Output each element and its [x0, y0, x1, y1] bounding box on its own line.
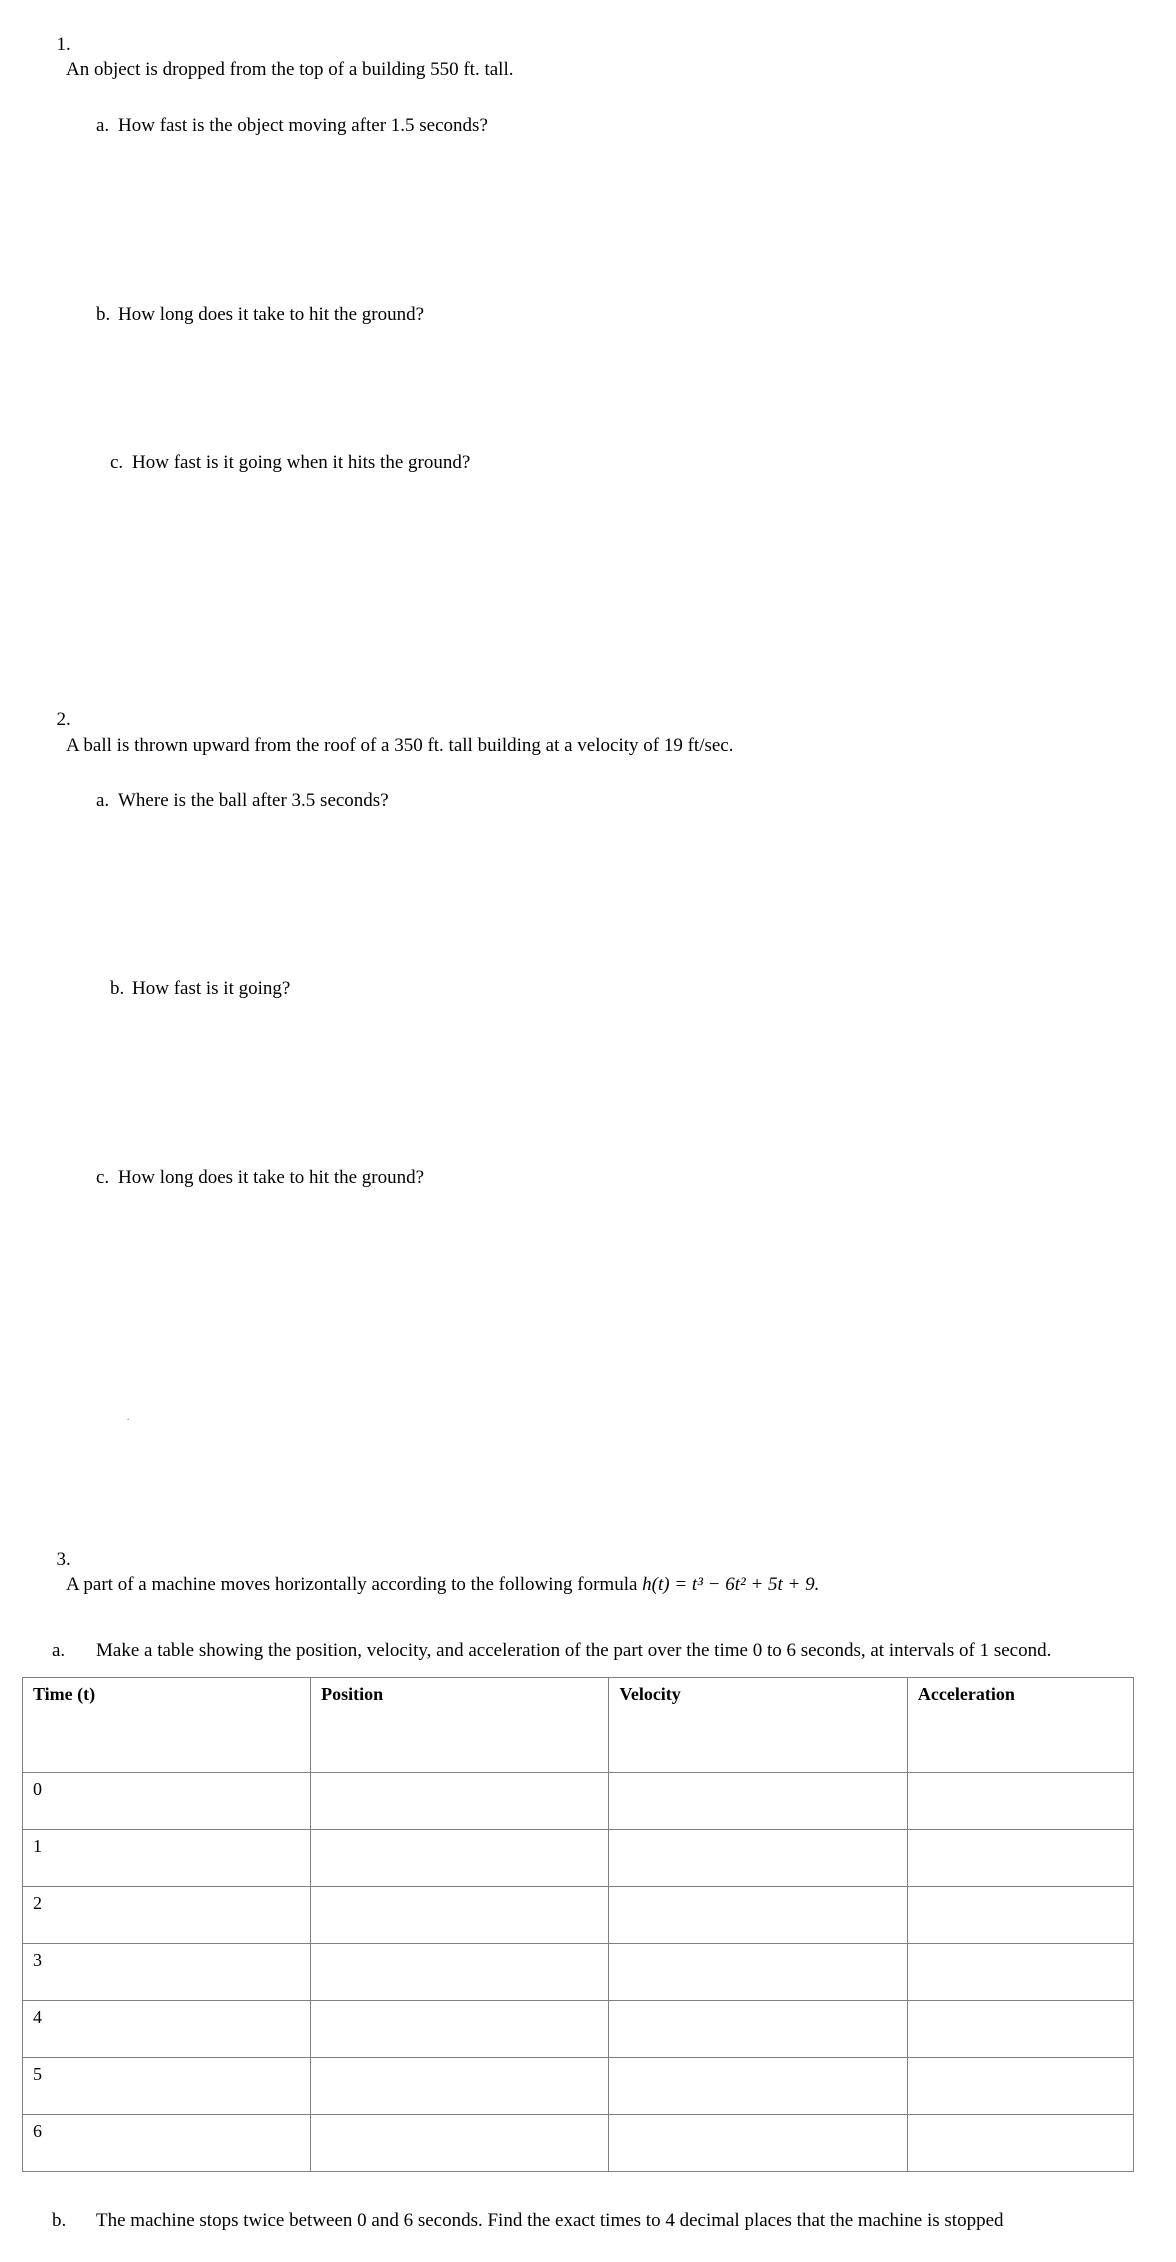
- cell-time: 5: [23, 2058, 311, 2115]
- problem-1-number: 1.: [56, 33, 71, 55]
- cell-velocity[interactable]: [609, 1830, 907, 1887]
- table-row: [23, 1773, 1134, 1830]
- cell-time: 2: [23, 1887, 311, 1944]
- problem-3-part-a-text: Make a table showing the position, velocity, and acceleration of the part over the time 0 to 6 seconds, at intervals of 1 second.: [96, 1639, 1052, 1661]
- problem-2-part-a-text: Where is the ball after 3.5 seconds?: [118, 790, 389, 812]
- table-row: [23, 2058, 1134, 2115]
- motion-table: [22, 1677, 1134, 2172]
- problem-1-part-b-marker: b.: [96, 304, 111, 326]
- cell-time: 0: [23, 1773, 311, 1830]
- cell-velocity[interactable]: [609, 2115, 907, 2172]
- problem-1: [0, 0, 1176, 681]
- cell-position[interactable]: [311, 1773, 609, 1830]
- answer-space-2b: [0, 1001, 1176, 1165]
- motion-table-wrapper: [22, 1677, 1134, 2172]
- problem-2-part-c-marker: c.: [96, 1167, 110, 1189]
- column-header-velocity: Velocity: [609, 1678, 907, 1773]
- table-header-row: [23, 1678, 1134, 1773]
- problem-1-part-c-text: How fast is it going when it hits the ground?: [132, 451, 471, 473]
- problem-2: [0, 681, 1176, 1520]
- problem-1-part-a-text: How fast is the object moving after 1.5 seconds?: [118, 114, 488, 136]
- cell-position[interactable]: [311, 2058, 609, 2115]
- cell-position[interactable]: [311, 1830, 609, 1887]
- cell-acceleration[interactable]: [907, 2001, 1133, 2058]
- cell-acceleration[interactable]: [907, 2115, 1133, 2172]
- column-header-acceleration: Acceleration: [907, 1678, 1133, 1773]
- table-row: [23, 1944, 1134, 2001]
- problem-3-prompt: [0, 1521, 1176, 1624]
- problem-3: [0, 1521, 1176, 2234]
- cell-velocity[interactable]: [609, 1887, 907, 1944]
- cell-position[interactable]: [311, 2001, 609, 2058]
- problem-2-part-b: [0, 976, 1176, 1002]
- answer-space-2a: [0, 814, 1176, 976]
- cell-acceleration[interactable]: [907, 1887, 1133, 1944]
- table-row: [23, 2001, 1134, 2058]
- cell-position[interactable]: [311, 1887, 609, 1944]
- problem-1-prompt: [0, 6, 1176, 109]
- problem-1-text: An object is dropped from the top of a building 550 ft. tall.: [66, 59, 514, 81]
- cell-acceleration[interactable]: [907, 1773, 1133, 1830]
- problem-3-text: A part of a machine moves horizontally according to the following formula: [66, 1574, 643, 1596]
- stray-mark: .: [127, 1412, 130, 1422]
- cell-position[interactable]: [311, 2115, 609, 2172]
- table-row: [23, 1830, 1134, 1887]
- cell-time: 4: [23, 2001, 311, 2058]
- problem-1-part-a-marker: a.: [96, 114, 110, 136]
- problem-2-part-b-text: How fast is it going?: [132, 977, 291, 999]
- answer-space-1a: [0, 138, 1176, 302]
- cell-time: 1: [23, 1830, 311, 1887]
- column-header-time: Time (t): [23, 1678, 311, 1773]
- problem-3-part-b: [0, 2208, 1176, 2234]
- problem-1-part-b-text: How long does it take to hit the ground?: [118, 304, 425, 326]
- problem-2-number: 2.: [56, 709, 71, 731]
- cell-time: 6: [23, 2115, 311, 2172]
- cell-velocity[interactable]: [609, 2001, 907, 2058]
- problem-1-part-b: [0, 302, 1176, 328]
- problem-2-part-c-text: How long does it take to hit the ground?: [118, 1167, 425, 1189]
- column-header-position: Position: [311, 1678, 609, 1773]
- cell-acceleration[interactable]: [907, 1830, 1133, 1887]
- problem-2-prompt: [0, 681, 1176, 784]
- problem-3-number: 3.: [56, 1548, 71, 1570]
- answer-space-2c: [0, 1191, 1176, 1521]
- problem-3-part-b-text: The machine stops twice between 0 and 6 seconds. Find the exact times to 4 decimal places that the machine is stopped: [96, 2210, 1004, 2232]
- problem-2-text: A ball is thrown upward from the roof of a 350 ft. tall building at a velocity of 19 ft/sec.: [66, 734, 734, 756]
- problem-3-part-a-marker: a.: [52, 1639, 66, 1661]
- cell-position[interactable]: [311, 1944, 609, 2001]
- cell-time: 3: [23, 1944, 311, 2001]
- cell-velocity[interactable]: [609, 1773, 907, 1830]
- cell-acceleration[interactable]: [907, 1944, 1133, 2001]
- problem-3-part-b-marker: b.: [52, 2210, 67, 2232]
- answer-space-1c: [0, 475, 1176, 681]
- problem-1-part-c-marker: c.: [110, 451, 124, 473]
- problem-3-part-a: [0, 1638, 1176, 1664]
- cell-velocity[interactable]: [609, 2058, 907, 2115]
- problem-2-part-c: [0, 1165, 1176, 1191]
- problem-1-part-a: [0, 113, 1176, 139]
- cell-velocity[interactable]: [609, 1944, 907, 2001]
- cell-acceleration[interactable]: [907, 2058, 1133, 2115]
- problem-3-formula: h(t) = t³ − 6t² + 5t + 9.: [642, 1574, 820, 1596]
- problem-2-part-a-marker: a.: [96, 790, 110, 812]
- answer-space-1b: [0, 328, 1176, 450]
- table-row: [23, 2115, 1134, 2172]
- problem-1-part-c: [0, 450, 1176, 476]
- problem-2-part-a: [0, 788, 1176, 814]
- table-row: [23, 1887, 1134, 1944]
- problem-2-part-b-marker: b.: [110, 977, 125, 999]
